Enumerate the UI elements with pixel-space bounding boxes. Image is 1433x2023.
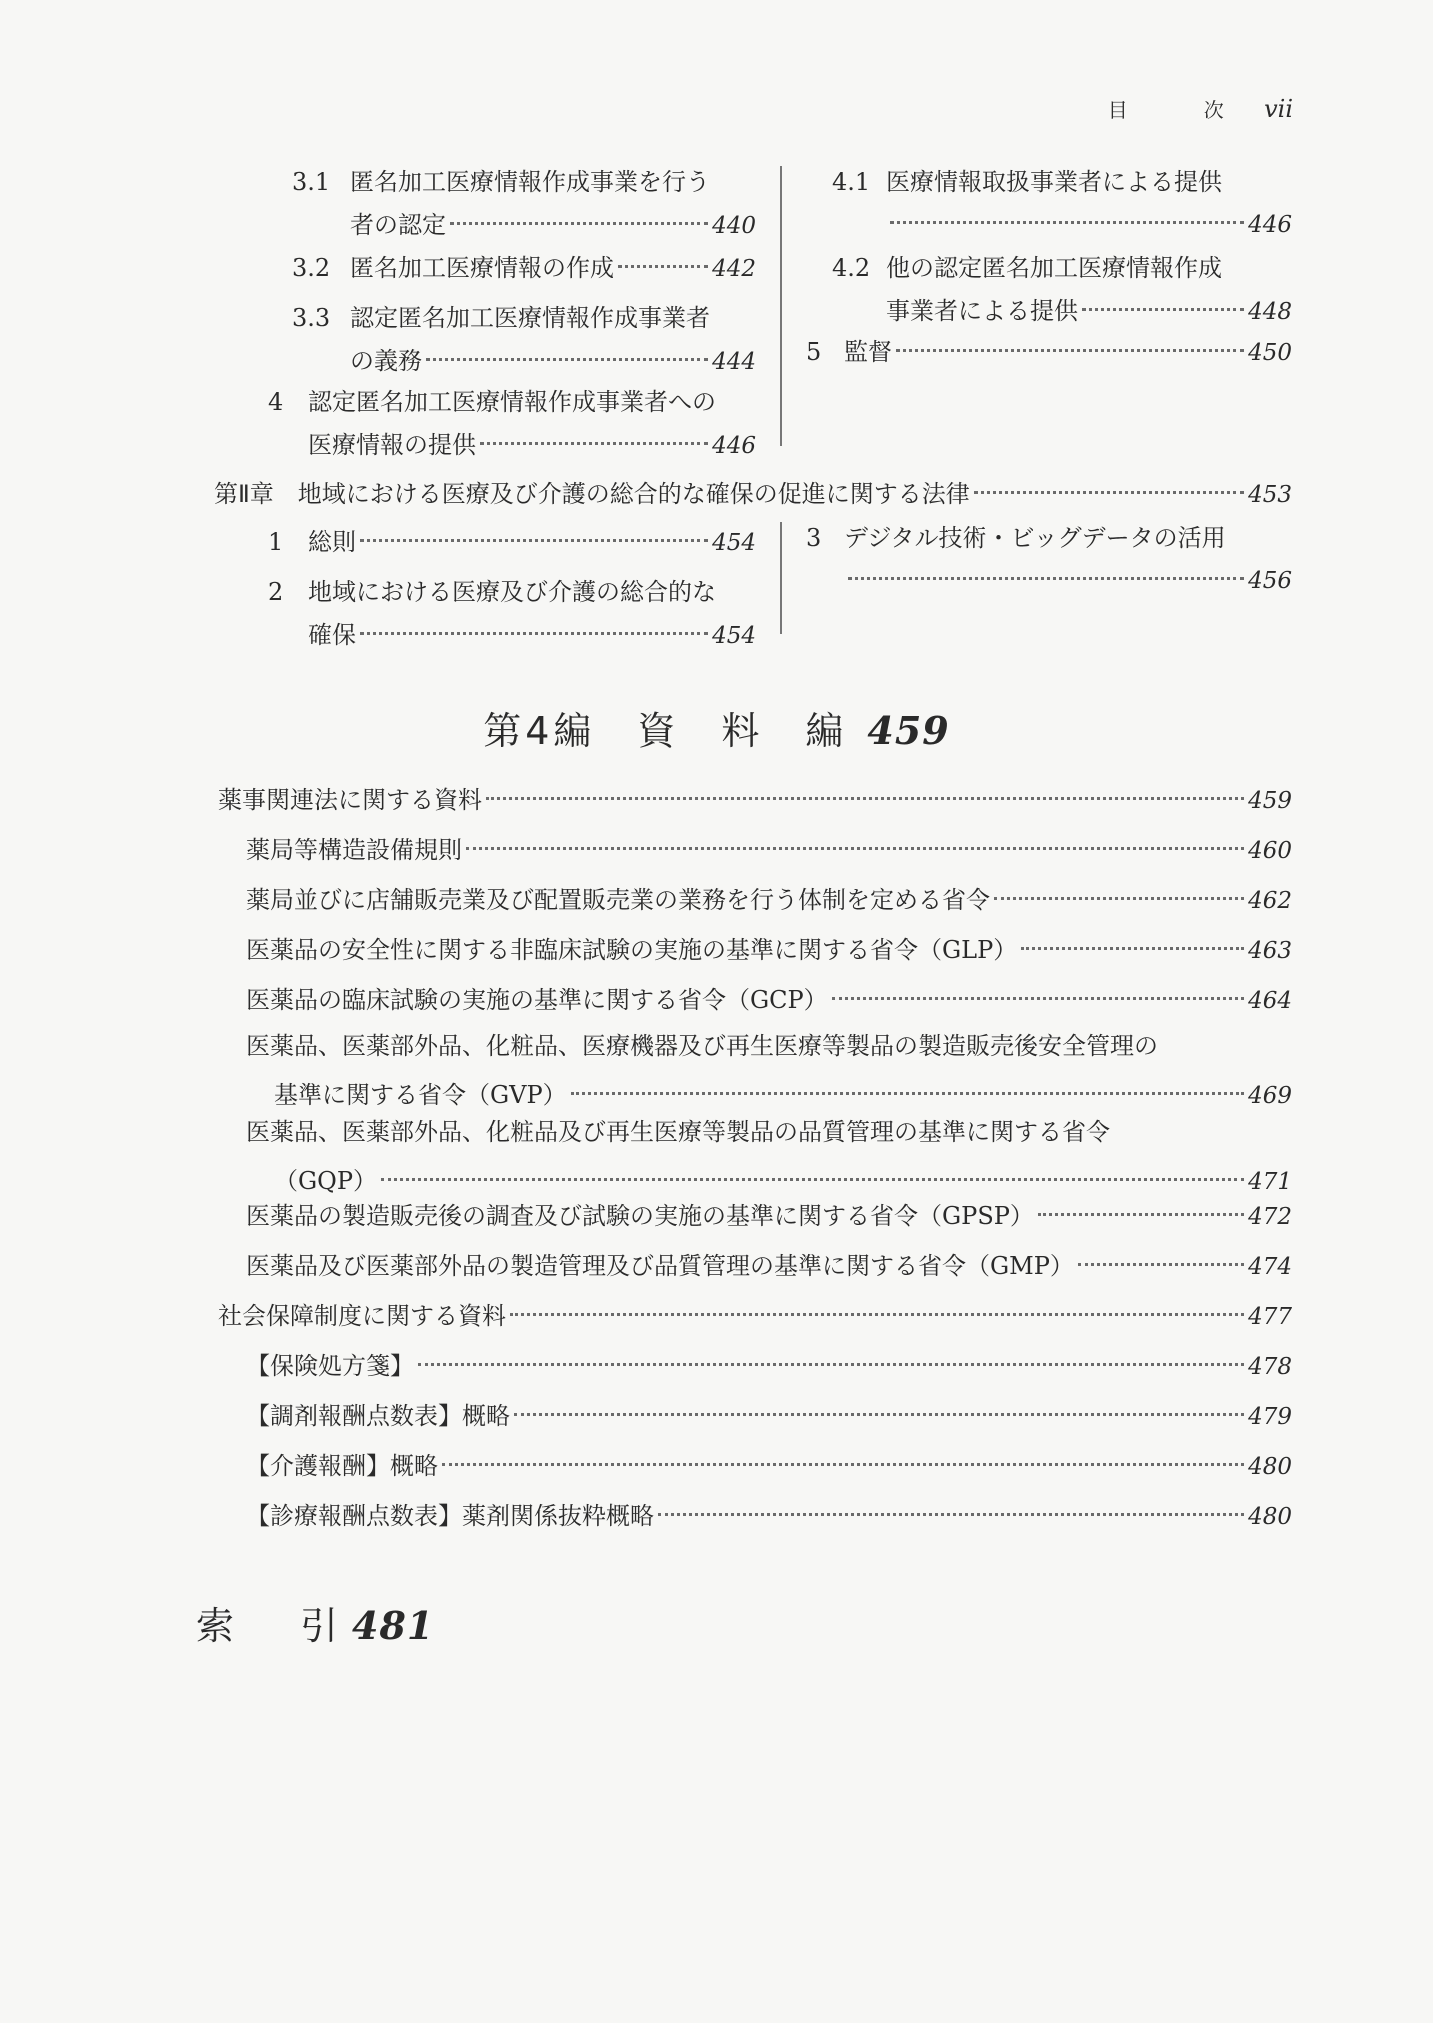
- leader-dots: [360, 539, 708, 542]
- entry-title-line1: 認定匿名加工医療情報作成事業者への: [308, 388, 716, 416]
- item-title: 薬局並びに店舗販売業及び配置販売業の業務を行う体制を定める省令: [246, 886, 990, 914]
- item-page: 464: [1248, 988, 1292, 1014]
- entry-title-line1: 地域における医療及び介護の総合的な: [308, 578, 716, 606]
- leader-dots: [450, 222, 708, 225]
- leader-dots: [832, 997, 1244, 1000]
- index-title[interactable]: [196, 1595, 434, 1650]
- item-page: 479: [1248, 1404, 1292, 1430]
- part-page: 459: [867, 708, 950, 753]
- item-title: 医薬品の臨床試験の実施の基準に関する省令（GCP）: [246, 986, 828, 1014]
- entry-number: 2: [268, 578, 284, 606]
- toc-item-gvp[interactable]: [246, 1026, 1292, 1110]
- entry-title: 匿名加工医療情報の作成: [350, 254, 614, 282]
- entry-page: 448: [1248, 299, 1292, 325]
- entry-title-line2: 確保: [308, 621, 356, 649]
- item-page: 480: [1248, 1454, 1292, 1480]
- entry-number: 3: [806, 524, 822, 552]
- leader-dots: [1078, 1263, 1244, 1266]
- toc-item-gqp[interactable]: [246, 1112, 1292, 1196]
- leader-dots: [486, 797, 1244, 800]
- leader-dots: [426, 358, 708, 361]
- entry-number: 3.2: [292, 254, 331, 282]
- item-title: 【調剤報酬点数表】概略: [246, 1402, 510, 1430]
- entry-title-line1: デジタル技術・ビッグデータの活用: [844, 524, 1226, 552]
- toc-item[interactable]: [246, 1496, 1292, 1531]
- item-page: 478: [1248, 1354, 1292, 1380]
- section-title: 社会保障制度に関する資料: [218, 1302, 506, 1330]
- entry-page: 446: [712, 433, 756, 459]
- leader-dots: [1038, 1213, 1244, 1216]
- entry-number: 4.1: [832, 168, 871, 196]
- toc-item[interactable]: [246, 1446, 1292, 1481]
- entry-number: 1: [268, 528, 284, 556]
- toc-item[interactable]: [246, 930, 1292, 965]
- toc-item[interactable]: [246, 1196, 1292, 1231]
- item-page: 460: [1248, 838, 1292, 864]
- entry-page: 454: [712, 623, 756, 649]
- entry-page: 450: [1248, 340, 1292, 366]
- entry-title: 総則: [308, 528, 356, 556]
- leader-dots: [896, 349, 1244, 352]
- index-page: 481: [352, 1603, 435, 1648]
- part-4-title[interactable]: [0, 700, 1433, 755]
- item-title: 医薬品の製造販売後の調査及び試験の実施の基準に関する省令（GPSP）: [246, 1202, 1034, 1230]
- entry-title: 監督: [844, 338, 892, 366]
- toc-section-pharma[interactable]: [218, 780, 1292, 815]
- column-divider: [780, 522, 782, 634]
- leader-dots: [418, 1363, 1244, 1366]
- item-page: 472: [1248, 1204, 1292, 1230]
- leader-dots: [1021, 947, 1244, 950]
- entry-number: 3.3: [292, 304, 331, 332]
- entry-page: 442: [712, 256, 756, 282]
- leader-dots: [480, 442, 708, 445]
- leader-dots: [848, 577, 1244, 580]
- toc-item[interactable]: [246, 1246, 1292, 1281]
- index-title-text: 索 引: [196, 1604, 353, 1648]
- leader-dots: [514, 1413, 1244, 1416]
- item-page: 474: [1248, 1254, 1292, 1280]
- section-title: 薬事関連法に関する資料: [218, 786, 482, 814]
- entry-number: 5: [806, 338, 822, 366]
- item-title: 医薬品の安全性に関する非臨床試験の実施の基準に関する省令（GLP）: [246, 936, 1018, 964]
- leader-dots: [1082, 308, 1244, 311]
- header-page-number: vii: [1264, 95, 1293, 123]
- toc-item[interactable]: [246, 980, 1292, 1015]
- entry-title-line2: 医療情報の提供: [308, 431, 476, 459]
- leader-dots: [510, 1313, 1244, 1316]
- toc-item[interactable]: [246, 1396, 1292, 1431]
- column-divider: [780, 166, 782, 446]
- leader-dots: [994, 897, 1244, 900]
- item-title: 薬局等構造設備規則: [246, 836, 462, 864]
- chapter-title: 第Ⅱ章 地域における医療及び介護の総合的な確保の促進に関する法律: [214, 480, 970, 508]
- item-title-line1: 医薬品、医薬部外品、化粧品及び再生医療等製品の品質管理の基準に関する省令: [246, 1118, 1110, 1146]
- item-page: 469: [1248, 1083, 1292, 1109]
- entry-page: 446: [1248, 212, 1292, 238]
- leader-dots: [360, 632, 708, 635]
- leader-dots: [658, 1513, 1244, 1516]
- entry-title-line1: 匿名加工医療情報作成事業を行う: [350, 168, 710, 196]
- entry-title-line1: 他の認定匿名加工医療情報作成: [886, 254, 1222, 282]
- entry-title-line2: 者の認定: [350, 211, 446, 239]
- entry-page: 454: [712, 530, 756, 556]
- entry-number: 4.2: [832, 254, 871, 282]
- leader-dots: [890, 221, 1244, 224]
- item-title: 【介護報酬】概略: [246, 1452, 438, 1480]
- chapter-page: 453: [1248, 482, 1292, 508]
- running-header: [1108, 94, 1293, 123]
- leader-dots: [974, 491, 1244, 494]
- entry-page: 440: [712, 213, 756, 239]
- entry-title-line2: 事業者による提供: [886, 297, 1078, 325]
- toc-section-social-security[interactable]: [218, 1296, 1292, 1331]
- part-title-text: 第4編 資 料 編: [483, 709, 848, 753]
- entry-title-line2: の義務: [350, 347, 422, 375]
- leader-dots: [618, 265, 708, 268]
- entry-title-line1: 医療情報取扱事業者による提供: [886, 168, 1222, 196]
- leader-dots: [442, 1463, 1244, 1466]
- item-page: 480: [1248, 1504, 1292, 1530]
- item-page: 463: [1248, 938, 1292, 964]
- section-page: 459: [1248, 788, 1292, 814]
- item-page: 462: [1248, 888, 1292, 914]
- item-title-line2: 基準に関する省令（GVP）: [274, 1081, 567, 1109]
- entry-page: 456: [1248, 568, 1292, 594]
- item-title: 医薬品及び医薬部外品の製造管理及び品質管理の基準に関する省令（GMP）: [246, 1252, 1074, 1280]
- item-title-line2: （GQP）: [274, 1167, 377, 1195]
- toc-item[interactable]: [246, 1346, 1292, 1381]
- toc-item[interactable]: [246, 830, 1292, 865]
- item-title: 【診療報酬点数表】薬剤関係抜粋概略: [246, 1502, 654, 1530]
- leader-dots: [571, 1092, 1244, 1095]
- entry-page: 444: [712, 349, 756, 375]
- section-page: 477: [1248, 1304, 1292, 1330]
- toc-item[interactable]: [246, 880, 1292, 915]
- entry-number: 3.1: [292, 168, 331, 196]
- item-title: 【保険処方箋】: [246, 1352, 414, 1380]
- header-label: 目 次: [1107, 98, 1252, 122]
- item-title-line1: 医薬品、医薬部外品、化粧品、医療機器及び再生医療等製品の製造販売後安全管理の: [246, 1032, 1158, 1060]
- toc-chapter-2[interactable]: [214, 474, 1292, 509]
- leader-dots: [381, 1178, 1244, 1181]
- entry-title-line1: 認定匿名加工医療情報作成事業者: [350, 304, 710, 332]
- item-page: 471: [1248, 1169, 1292, 1195]
- leader-dots: [466, 847, 1244, 850]
- entry-number: 4: [268, 388, 284, 416]
